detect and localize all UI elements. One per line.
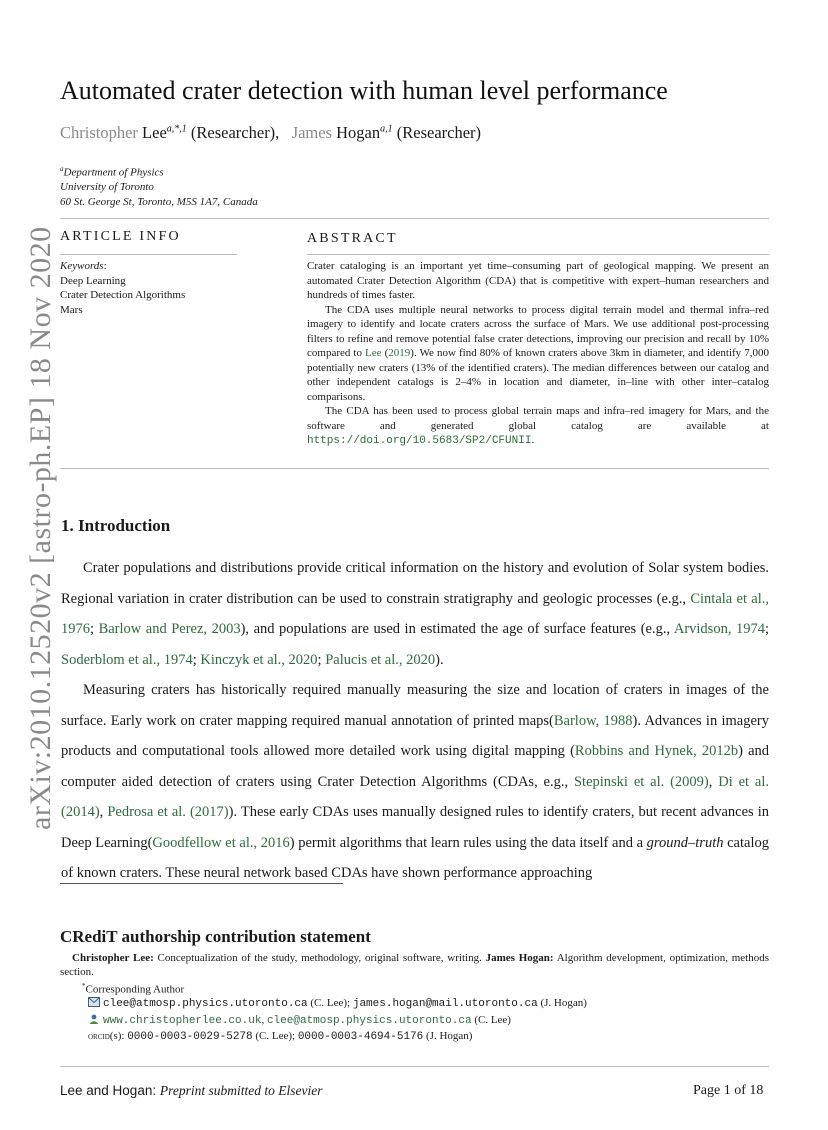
keyword: Deep Learning xyxy=(60,274,126,287)
person-icon xyxy=(88,1014,100,1024)
email-link[interactable]: clee@atmosp.physics.utoronto.ca xyxy=(103,998,308,1010)
keyword: Mars xyxy=(60,303,83,316)
footnote-web: www.christopherlee.co.uk, clee@atmosp.physics.utoronto.ca (C. Lee) xyxy=(88,1013,511,1028)
citation-link[interactable]: Robbins and Hynek, 2012b xyxy=(574,743,739,759)
citation-link[interactable]: Cintala et al., 1976 xyxy=(61,590,769,637)
website-link[interactable]: www.christopherlee.co.uk xyxy=(103,1015,262,1027)
divider-top xyxy=(60,218,769,219)
article-info-rule xyxy=(60,254,237,255)
keyword: Crater Detection Algorithms xyxy=(60,289,186,301)
citation-link[interactable]: Soderblom et al., 1974 xyxy=(61,651,193,668)
citation-year-link[interactable]: 2019 xyxy=(388,347,411,359)
footnote-rule xyxy=(60,883,343,884)
author-1: Christopher Lee$^{a,*,1}$ (Researcher), xyxy=(60,123,280,142)
citation-link[interactable]: Pedrosa et al. (2017) xyxy=(107,804,229,820)
doi-link[interactable]: https://doi.org/10.5683/SP2/CFUNII xyxy=(307,435,532,447)
footer-running-title: Lee and Hogan: Preprint submitted to Elsevier xyxy=(60,1083,323,1098)
citation-link[interactable]: Barlow and Perez, 2003 xyxy=(98,621,241,637)
paper-title: Automated crater detection with human level performance xyxy=(60,76,668,105)
citation-link[interactable]: Lee xyxy=(365,347,382,359)
affiliation: $^a$Department of Physics University of Toronto 60 St. George St, Toronto, M5S 1A7, Canada xyxy=(60,165,258,208)
author-2: James Hogan$^{a,1}$ (Researcher) xyxy=(291,123,482,142)
introduction-body xyxy=(61,553,769,889)
arxiv-side-stamp: arXiv:2010.12520v2 [astro-ph.EP] 18 Nov 2020 xyxy=(24,226,57,830)
orcid-id: 0000-0003-4694-5176 xyxy=(297,1031,424,1043)
credit-statement: Christopher Lee: Conceptualization of the study, methodology, original software, writing. James Hogan: Algorithm development, optimization, methods section. xyxy=(60,952,770,978)
footnote-corresponding: *Corresponding Author xyxy=(82,982,185,996)
citation-link[interactable]: Goodfellow et al., 2016 xyxy=(152,834,290,851)
citation-link[interactable]: Kinczyk et al., 2020 xyxy=(200,651,318,668)
citation-link[interactable]: Di et al. (2014) xyxy=(61,773,769,820)
citation-link[interactable]: Arvidson, 1974 xyxy=(673,621,765,637)
article-info-heading: ARTICLE INFO xyxy=(60,229,181,244)
paragraph: Measuring craters has historically required manually measuring the size and location of craters in images of the surface. Early work on crater mapping required manual annotation of printed maps(Barlow, 1988). Advances in imagery products and computational tools allowed more detailed work using digital mapping (Robbins and Hynek, 2012b) and computer aided detection of craters using Crater Detection Algorithms (CDAs, e.g., Stepinski et al. (2009), Di et al. (2014), Pedrosa et al. (2017)). These early CDAs uses manually designed rules to identify craters, but recent advances in Deep Learning(Goodfellow et al., 2016) permit algorithms that learn rules using the data itself and a ground–truth catalog of known craters. These neural network based CDAs have shown performance approaching xyxy=(61,682,770,881)
credit-heading: CRediT authorship contribution statement xyxy=(60,927,371,946)
author-2-marks: a,1 xyxy=(380,123,393,135)
author-list xyxy=(60,123,481,143)
email-link[interactable]: clee@atmosp.physics.utoronto.ca xyxy=(266,1015,472,1027)
abstract-heading: ABSTRACT xyxy=(307,231,398,246)
page-number: Page 1 of 18 xyxy=(693,1083,764,1098)
abstract-rule xyxy=(307,254,769,255)
abstract-body: Crater cataloging is an important yet time–consuming part of geological mapping. We present an automated Crater Detection Algorithm (CDA) that is competitive with expert–human researchers and hundreds of times faster. The CDA uses multiple neural networks to process digital terrain model and thermal infra–red imagery to identify and locate craters across the surface of Mars. We use additional post-processing filters to refine and remove potential false crater detections, improving our precision and recall by 10% compared to Lee (2019). We now find 80% of known craters above 3km in diameter, and identify 7,000 potentially new craters (13% of the identified craters). The median differences between our catalog and other independent catalogs is 2–4% in location and diameter, in–line with other inter–catalog comparisons. The CDA has been used to process global terrain maps and infra–red imagery for Mars, and the software and generated global catalog are available at https://doi.org/10.5683/SP2/CFUNII. xyxy=(307,260,769,447)
footer-rule xyxy=(60,1066,769,1067)
author-1-marks: a,*,1 xyxy=(166,123,187,135)
citation-link[interactable]: Barlow, 1988 xyxy=(553,712,633,729)
keywords-block: Keywords: Deep Learning Crater Detection Algorithms Mars xyxy=(60,260,186,316)
citation-link[interactable]: Stepinski et al. (2009) xyxy=(573,773,709,790)
citation-link[interactable]: Palucis et al., 2020 xyxy=(325,651,436,668)
footnote-orcid: orcid(s): 0000-0003-0029-5278 (C. Lee); 0000-0003-4694-5176 (J. Hogan) xyxy=(88,1030,473,1043)
section-heading-introduction: 1. Introduction xyxy=(61,516,171,535)
email-icon xyxy=(88,997,100,1007)
footnote-emails: clee@atmosp.physics.utoronto.ca (C. Lee); james.hogan@mail.utoronto.ca (J. Hogan) xyxy=(88,996,587,1011)
email-link[interactable]: james.hogan@mail.utoronto.ca xyxy=(352,998,538,1010)
orcid-id: 0000-0003-0029-5278 xyxy=(127,1031,253,1043)
paragraph: Crater populations and distributions provide critical information on the history and evolution of Solar system bodies. Regional variation in crater distribution can be used to constrain stratigraphy and geologic processes (e.g., Cintala et al., 1976; Barlow and Perez, 2003), and populations are used in estimated the age of surface features (e.g., Arvidson, 1974; Soderblom et al., 1974; Kinczyk et al., 2020; Palucis et al., 2020). xyxy=(61,560,769,668)
divider-abstract-end xyxy=(60,468,769,469)
